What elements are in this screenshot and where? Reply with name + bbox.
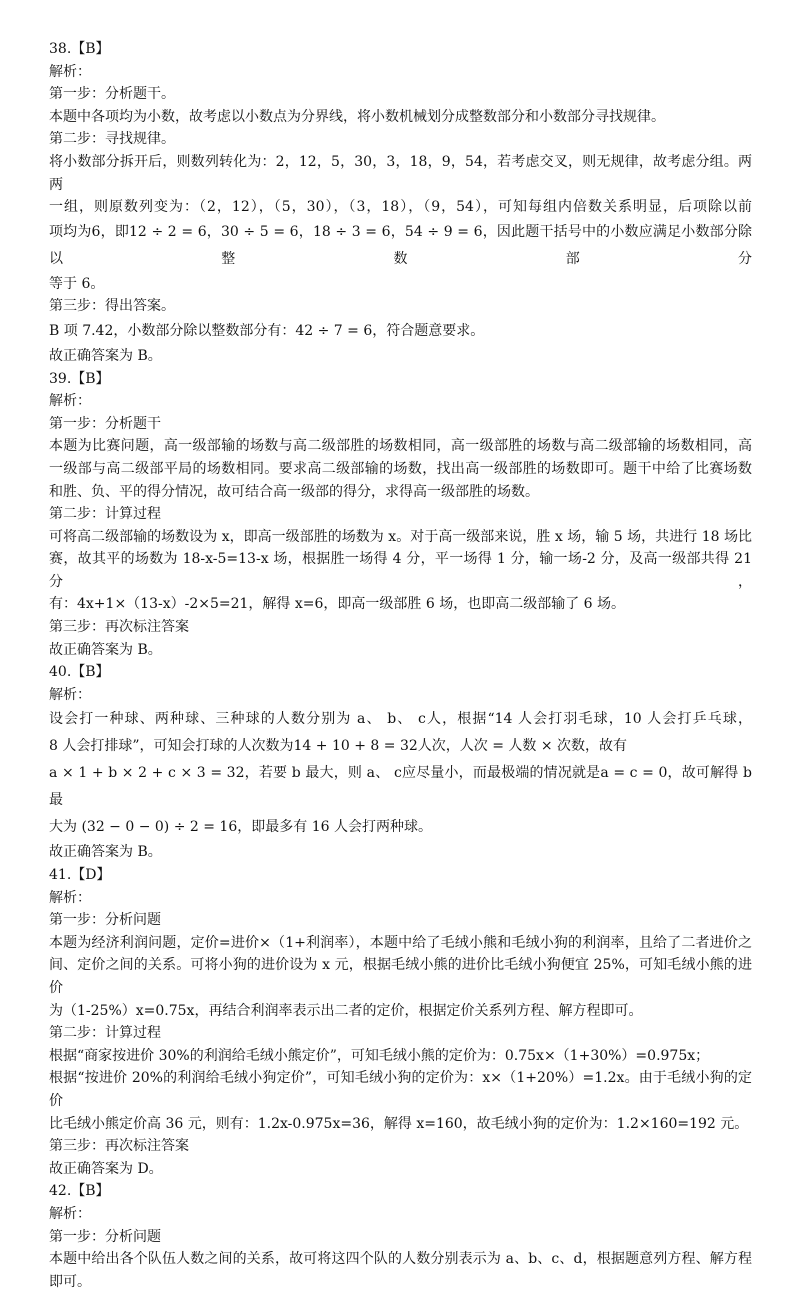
paragraph-line: 和胜、负、平的得分情况，故可结合高一级部的得分，求得高一级部胜的场数。 (49, 483, 539, 500)
analysis-label: 解析： (49, 686, 91, 703)
paragraph-line-with-math: 设会打一种球、两种球、三种球的人数分别为 a、 b、 c人，根据“14 人会打羽毛球，10 人会打乒乓球， (49, 711, 752, 728)
paragraph-line: 本题中给出各个队伍人数之间的关系，故可将这四个队的人数分别表示为 a、b、c、d，根据题意列方程、解方程 (49, 1251, 752, 1268)
paragraph-line-with-math: a × 1 + b × 2 + c × 3 = 32，若要 b 最大，则 a、 c应尽量小，而最极端的情况就是a = c = 0，故可解得 b最 (49, 765, 752, 809)
step-heading: 第一步：分析题干 (49, 415, 161, 432)
paragraph-line: 本题为比赛问题，高一级部输的场数与高二级部胜的场数相同，高一级部胜的场数与高二级部输的场数相同，高 (49, 438, 752, 455)
answer-38-heading: 38.【B】 (49, 41, 110, 57)
answer-41-heading: 41.【D】 (49, 867, 111, 884)
paragraph-line: 一级部与高二级部平局的场数相同。要求高二级部输的场数，找出高一级部胜的场数即可。题干中给了比赛场数 (49, 460, 752, 477)
step-heading: 第三步：再次标注答案 (49, 619, 189, 636)
answer-conclusion: 故正确答案为 D。 (49, 1160, 163, 1177)
paragraph-line: 比毛绒小熊定价高 36 元，则有：1.2x-0.975x=36，解得 x=160，故毛绒小狗的定价为：1.2×160=192 元。 (49, 1115, 749, 1132)
answer-42-heading: 42.【B】 (49, 1183, 110, 1200)
step-heading: 第三步：再次标注答案 (49, 1138, 189, 1155)
paragraph-line: 本题中各项均为小数，故考虑以小数点为分界线，将小数机械划分成整数部分和小数部分寻找规律。 (49, 108, 665, 125)
answer-conclusion: 故正确答案为 B。 (49, 347, 162, 364)
paragraph-line: 可将高二级部输的场数设为 x，即高一级部胜的场数为 x。对于高一级部来说，胜 x 场，输 5 场，共进行 18 场比 (49, 528, 752, 545)
paragraph-line-with-math: 项均为6，即12 ÷ 2 = 6，30 ÷ 5 = 6，18 ÷ 3 = 6，54 ÷ 9 = 6，因此题干括号中的小数应满足小数部分除以整数部分 (49, 223, 752, 267)
step-heading: 第一步：分析题干。 (49, 86, 175, 103)
paragraph-line: 即可。 (49, 1273, 91, 1290)
analysis-label: 解析： (49, 63, 91, 80)
step-heading: 第三步：得出答案。 (49, 298, 175, 315)
answer-39-heading: 39.【B】 (49, 370, 110, 387)
paragraph-line: 间、定价之间的关系。可将小狗的进价设为 x 元，根据毛绒小熊的进价比毛绒小狗便宜 25%，可知毛绒小熊的进价 (49, 957, 752, 996)
paragraph-line: 一组，则原数列变为：（2，12），（5，30），（3，18），（9，54），可知每组内倍数关系明显，后项除以前 (49, 199, 752, 216)
step-heading: 第二步：寻找规律。 (49, 131, 175, 148)
analysis-label: 解析： (49, 889, 91, 906)
step-heading: 第一步：分析问题 (49, 1228, 161, 1245)
paragraph-line-with-math: B 项 7.42，小数部分除以整数部分有：42 ÷ 7 = 6，符合题意要求。 (49, 322, 485, 339)
paragraph-line: 根据“按进价 20%的利润给毛绒小狗定价”，可知毛绒小狗的定价为：x×（1+20%）=1.2x。由于毛绒小狗的定价 (49, 1070, 752, 1109)
paragraph-line-with-math: 大为 (32 − 0 − 0) ÷ 2 = 16，即最多有 16 人会打两种球。 (49, 819, 432, 836)
paragraph-line: 赛，故其平的场数为 18-x-5=13-x 场，根据胜一场得 4 分，平一场得 1 分，输一场-2 分，及高一级部共得 21 分， (49, 551, 752, 590)
paragraph-line: 为（1-25%）x=0.75x，再结合利润率表示出二者的定价，根据定价关系列方程、解方程即可。 (49, 1002, 643, 1019)
analysis-label: 解析： (49, 1205, 91, 1222)
paragraph-line: 根据“商家按进价 30%的利润给毛绒小熊定价”，可知毛绒小熊的定价为：0.75x×（1+30%）=0.975x； (49, 1047, 710, 1064)
paragraph-line: 有：4x+1×（13-x）-2×5=21，解得 x=6，即高一级部胜 6 场，也即高二级部输了 6 场。 (49, 596, 626, 613)
answer-conclusion: 故正确答案为 B。 (49, 641, 162, 658)
paragraph-line: 将小数部分拆开后，则数列转化为：2，12，5，30，3，18，9，54，若考虑交叉，则无规律，故考虑分组。两两 (49, 153, 752, 193)
answer-40-heading: 40.【B】 (49, 664, 110, 681)
analysis-label: 解析： (49, 393, 91, 410)
step-heading: 第二步：计算过程 (49, 1025, 161, 1042)
step-heading: 第一步：分析问题 (49, 912, 161, 929)
step-heading: 第二步：计算过程 (49, 506, 161, 523)
answer-conclusion: 故正确答案为 B。 (49, 844, 162, 861)
paragraph-line-with-math: 8 人会打排球”，可知会打球的人次数为14 + 10 + 8 = 32人次，人次 = 人数 × 次数，故有 (49, 738, 628, 755)
paragraph-line: 等于 6。 (49, 275, 105, 292)
paragraph-line: 本题为经济利润问题，定价=进价×（1+利润率），本题中给了毛绒小熊和毛绒小狗的利润率，且给了二者进价之 (49, 934, 752, 951)
